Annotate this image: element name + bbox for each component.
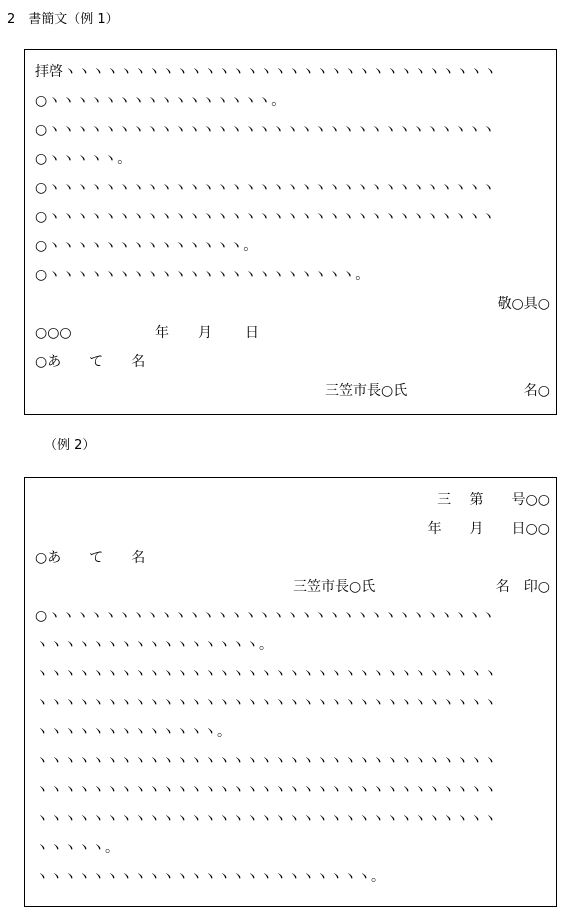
body-line: ○ヽヽヽヽヽヽヽヽヽヽヽヽヽヽヽヽ。 (35, 93, 286, 109)
body-line: ○ヽヽヽヽヽヽヽヽヽヽヽヽヽヽ。 (35, 238, 258, 254)
date-line: 年 月 日○○ (427, 521, 550, 537)
body-line: ヽヽヽヽヽヽヽヽヽヽヽヽヽ。 (35, 724, 231, 740)
body-line: ○ヽヽヽヽヽヽヽヽヽヽヽヽヽヽヽヽヽヽヽヽヽヽ。 (35, 267, 370, 283)
body-line: ヽヽヽヽヽヽヽヽヽヽヽヽヽヽヽヽヽヽヽヽヽヽヽヽヽヽヽヽヽヽヽヽヽ (35, 753, 497, 769)
date-day: 日 (245, 325, 259, 341)
body-line: ヽヽヽヽヽヽヽヽヽヽヽヽヽヽヽヽ。 (35, 637, 273, 653)
letter-example-2 (24, 477, 557, 907)
sender-line (35, 577, 550, 597)
body-line: ○ヽヽヽヽヽヽヽヽヽヽヽヽヽヽヽヽヽヽヽヽヽヽヽヽヽヽヽヽヽヽヽヽ (35, 122, 496, 138)
letter-example-1 (24, 49, 557, 415)
sender-title: 三笠市長○氏 (293, 579, 376, 595)
closing-line: 敬○具○ (497, 296, 550, 312)
date-year: 年 (155, 325, 169, 341)
sender-name-seal: 名 印○ (495, 579, 550, 595)
sender-name: 名○ (523, 383, 550, 399)
body-line: ○ヽヽヽヽヽヽヽヽヽヽヽヽヽヽヽヽヽヽヽヽヽヽヽヽヽヽヽヽヽヽヽヽ (35, 608, 496, 624)
body-line: ○ヽヽヽヽヽ。 (35, 151, 132, 167)
reference-number-line: 三 第 号○○ (437, 492, 550, 508)
sender-line (35, 381, 550, 401)
addressee-line: ○あ て 名 (35, 550, 146, 566)
example-2-heading: （例 2） (44, 438, 96, 453)
body-line: ヽヽヽヽヽヽヽヽヽヽヽヽヽヽヽヽヽヽヽヽヽヽヽヽヽヽヽヽヽヽヽヽヽ (35, 666, 497, 682)
body-line: ヽヽヽヽヽヽヽヽヽヽヽヽヽヽヽヽヽヽヽヽヽヽヽヽヽヽヽヽヽヽヽヽヽ (35, 695, 497, 711)
sender-title: 三笠市長○氏 (325, 383, 408, 399)
body-line: 拝啓ヽヽヽヽヽヽヽヽヽヽヽヽヽヽヽヽヽヽヽヽヽヽヽヽヽヽヽヽヽヽヽ (35, 64, 497, 80)
addressee-line: ○あ て 名 (35, 354, 146, 370)
body-line: ○ヽヽヽヽヽヽヽヽヽヽヽヽヽヽヽヽヽヽヽヽヽヽヽヽヽヽヽヽヽヽヽヽ (35, 209, 496, 225)
body-line: ヽヽヽヽヽヽヽヽヽヽヽヽヽヽヽヽヽヽヽヽヽヽヽヽ。 (35, 869, 385, 885)
body-line: ヽヽヽヽヽヽヽヽヽヽヽヽヽヽヽヽヽヽヽヽヽヽヽヽヽヽヽヽヽヽヽヽヽ (35, 782, 497, 798)
body-line: ヽヽヽヽヽヽヽヽヽヽヽヽヽヽヽヽヽヽヽヽヽヽヽヽヽヽヽヽヽヽヽヽヽ (35, 811, 497, 827)
date-month: 月 (198, 325, 212, 341)
date-prefix: ○○○ (35, 325, 72, 341)
body-line: ○ヽヽヽヽヽヽヽヽヽヽヽヽヽヽヽヽヽヽヽヽヽヽヽヽヽヽヽヽヽヽヽヽ (35, 180, 496, 196)
section-heading: 2 書簡文（例 1） (7, 12, 119, 27)
body-line: ヽヽヽヽヽ。 (35, 840, 119, 856)
date-line (35, 323, 550, 343)
